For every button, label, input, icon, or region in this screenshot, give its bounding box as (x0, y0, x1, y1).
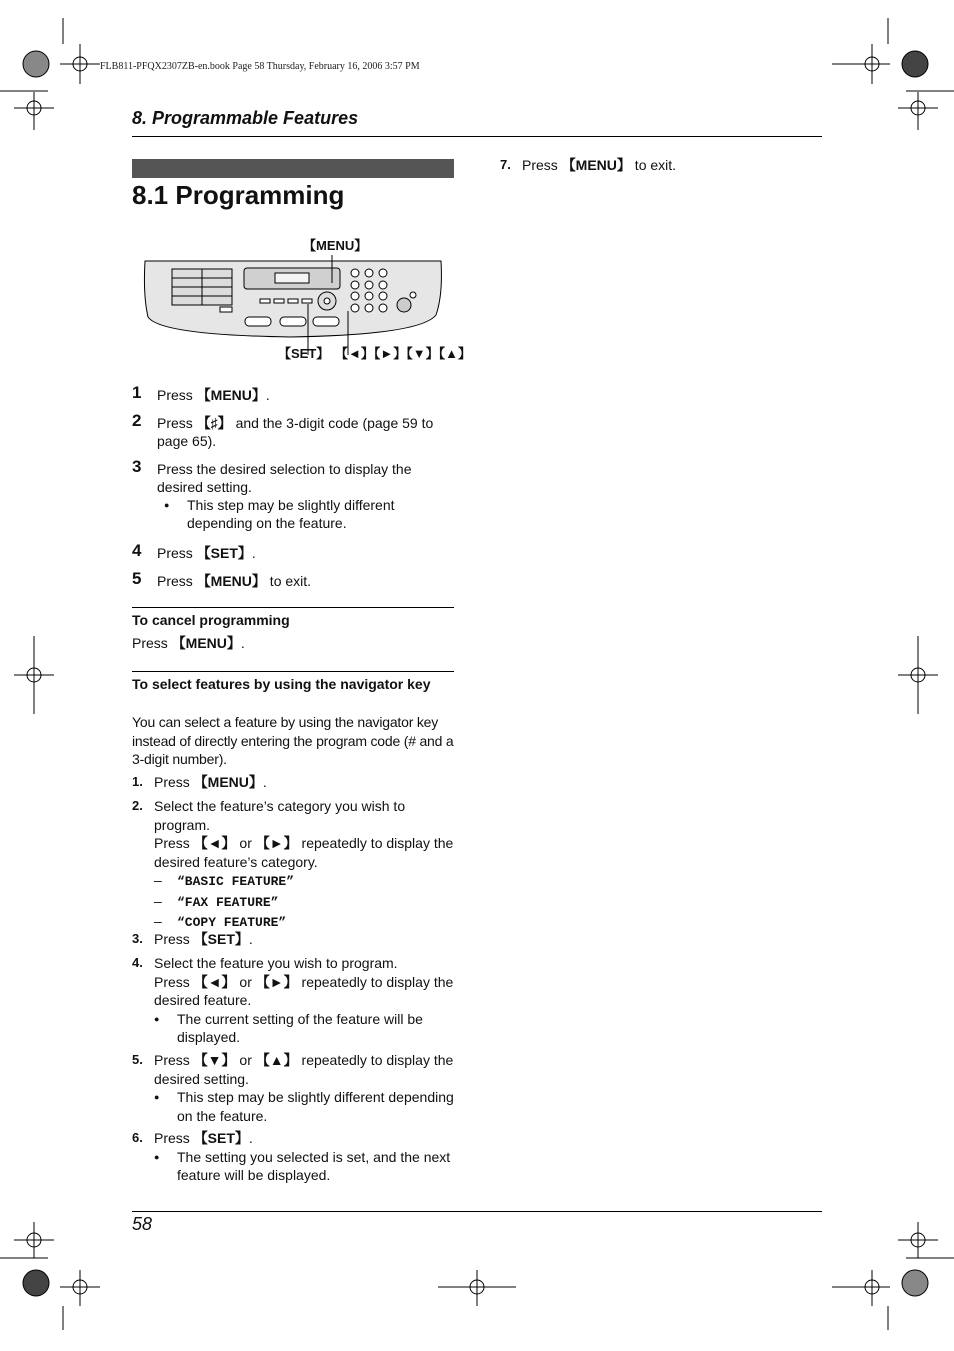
bullet-note: ● The current setting of the feature will be displayed. (154, 1010, 454, 1047)
menu-key-label: 【MENU】 (303, 238, 368, 253)
section-title: 8. Programmable Features (132, 108, 359, 128)
title-bar (132, 159, 454, 178)
divider (132, 607, 454, 608)
nav-step-5: 5. Press 【▼】 or 【▲】 repeatedly to display the desired setting. ● This step may be slightly different depending on the feature. (132, 1051, 454, 1125)
set-key: 【SET】 (196, 545, 252, 561)
nav-step-3: 3. Press 【SET】. (132, 931, 253, 947)
step-2: 2 Press 【♯】 and the 3-digit code (page 59 to page 65). (132, 411, 434, 449)
cancel-heading: To cancel programming (132, 612, 290, 628)
cancel-text: Press 【MENU】. (132, 635, 245, 651)
print-info: FLB811-PFQX2307ZB-en.book Page 58 Thursday, February 16, 2006 3:57 PM (100, 61, 420, 72)
navigator-keys-label: 【◄】【►】【▼】【▲】 (335, 346, 471, 361)
bullet-note: ● The setting you selected is set, and the next feature will be displayed. (154, 1148, 454, 1185)
bullet-note: ● This step may be slightly different depending on the feature. (154, 1088, 454, 1125)
menu-key: 【MENU】 (196, 387, 266, 403)
nav-step-2: 2. Select the feature’s category you wish to program. Press 【◄】 or 【►】 repeatedly to display the desired feature’s category. – “BASIC FEATURE” – “FAX FEATURE” – “COPY FEATURE” (132, 797, 454, 933)
menu-key: 【MENU】 (171, 635, 241, 651)
menu-key: 【MENU】 (196, 573, 266, 589)
page-number: 58 (132, 1214, 153, 1234)
page-title: 8.1 Programming (132, 180, 345, 210)
step-5: 5 Press 【MENU】 to exit. (132, 569, 312, 589)
fax-control-panel-illustration (140, 255, 450, 355)
set-key-label: 【SET】 (278, 346, 330, 361)
option-item: – “COPY FEATURE” (154, 913, 287, 930)
nav-step-4: 4. Select the feature you wish to program. Press 【◄】 or 【►】 repeatedly to display the desired feature. ● The current setting of the feature will be displayed. (132, 954, 454, 1047)
bullet-note: ● This step may be slightly different depending on the feature. (164, 496, 454, 532)
step-number: 1 (132, 383, 142, 402)
navigator-heading: To select features by using the navigator key (132, 676, 431, 692)
hash-key: 【♯】 (196, 415, 232, 431)
nav-step-1: 1. Press 【MENU】. (132, 774, 267, 790)
step-3: 3 Press the desired selection to display the desired setting. ● This step may be slightly different depending on the feature. (132, 460, 454, 532)
option-item: – “FAX FEATURE” (154, 892, 279, 910)
nav-step-6: 6. Press 【SET】. ● The setting you selected is set, and the next feature will be displayed. (132, 1129, 454, 1185)
step-4: 4 Press 【SET】. (132, 541, 256, 561)
step-number: 2 (132, 411, 142, 430)
step-number: 5 (132, 569, 142, 588)
nav-step-7: 7. Press 【MENU】 to exit. (500, 157, 677, 173)
footer-rule (132, 1211, 822, 1212)
step-number: 4 (132, 541, 142, 560)
step-number: 3 (132, 457, 142, 476)
option-item: – “BASIC FEATURE” (154, 872, 295, 889)
step-1: 1 Press 【MENU】. (132, 383, 270, 403)
navigator-intro: You can select a feature by using the navigator key instead of directly entering the program code (# and a 3-digit number). (132, 714, 454, 767)
header-rule (132, 136, 822, 137)
divider (132, 671, 454, 672)
